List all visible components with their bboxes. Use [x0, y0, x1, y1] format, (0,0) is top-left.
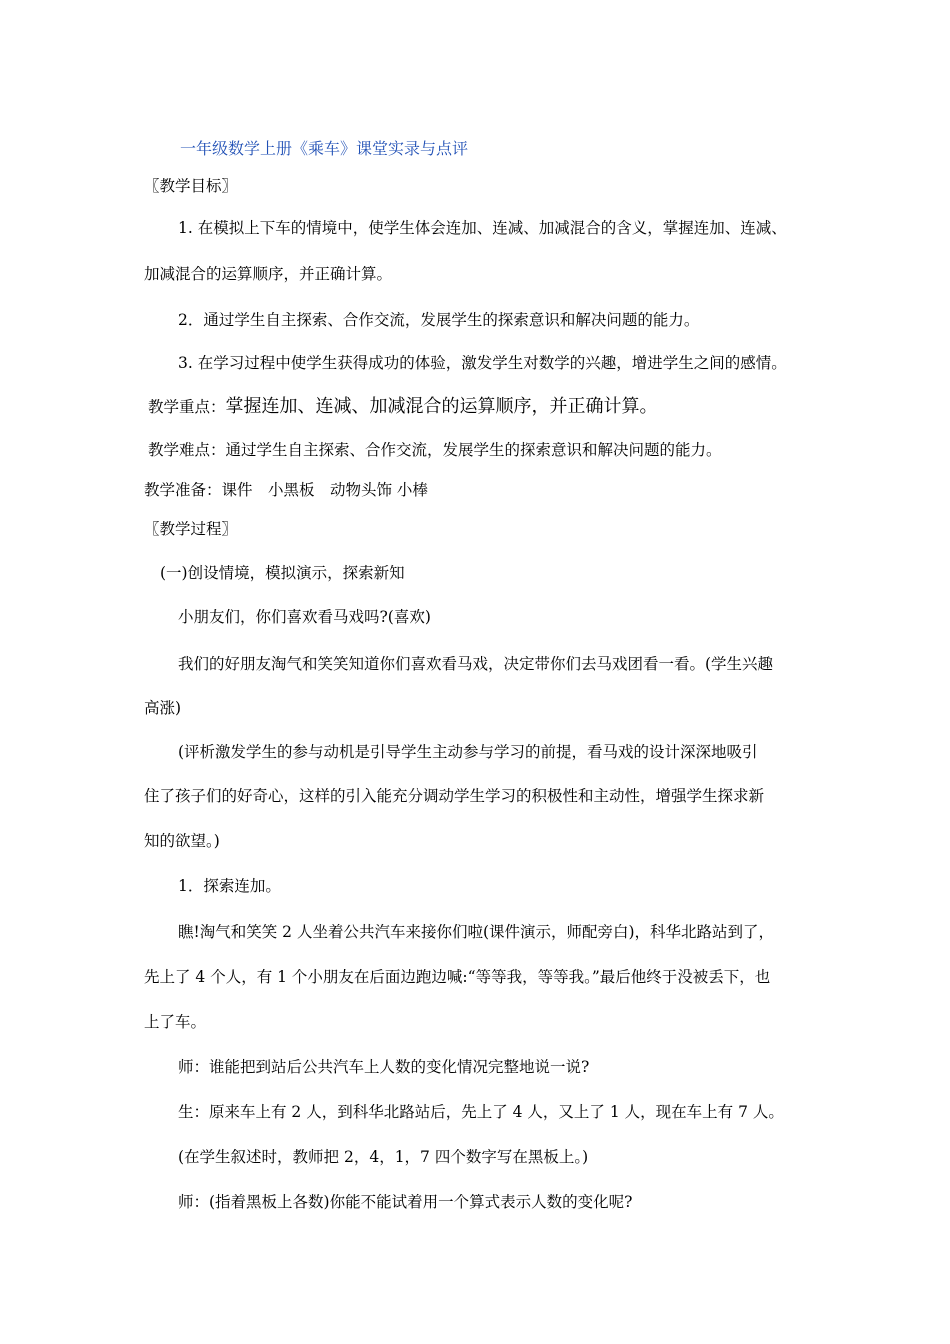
story-line-3: 上了车。 — [144, 1013, 207, 1031]
para-1: 小朋友们，你们喜欢看马戏吗?(喜欢) — [178, 608, 431, 626]
document-title: 一年级数学上册《乘车》课堂实录与点评 — [180, 139, 469, 158]
key-point — [148, 397, 658, 417]
step-1: 1．探索连加。 — [178, 877, 281, 895]
story-line-1: 瞧!淘气和笑笑 2 人坐着公共汽车来接你们啦(课件演示，师配旁白)，科华北路站到了， — [178, 923, 775, 941]
para-2-line-1: 我们的好朋友淘气和笑笑知道你们喜欢看马戏，决定带你们去马戏团看一看。(学生兴趣 — [178, 655, 774, 673]
goal-2: 2．通过学生自主探索、合作交流，发展学生的探索意识和解决问题的能力。 — [178, 311, 700, 329]
story-line-2: 先上了 4 个人，有 1 个小朋友在后面边跑边喊:“等等我，等等我。”最后他终于没被丢下，也 — [144, 968, 771, 986]
key-point-label: 教学重点： — [148, 398, 226, 416]
goals-heading: 〖教学目标〗 — [144, 177, 238, 195]
para-2-line-2: 高涨) — [144, 699, 182, 717]
comment-line-2: 住了孩子们的好奇心，这样的引入能充分调动学生学习的积极性和主动性，增强学生探求新 — [144, 787, 765, 805]
teacher-question-1: 师：谁能把到站后公共汽车上人数的变化情况完整地说一说? — [178, 1058, 590, 1076]
student-answer-1: 生：原来车上有 2 人，到科华北路站后，先上了 4 人，又上了 1 人，现在车上有 7 人。 — [178, 1103, 784, 1121]
note-1: (在学生叙述时，教师把 2，4，1，7 四个数字写在黑板上。) — [178, 1148, 589, 1166]
comment-line-1: (评析激发学生的参与动机是引导学生主动参与学习的前提，看马戏的设计深深地吸引 — [178, 743, 758, 761]
process-heading: 〖教学过程〗 — [144, 520, 238, 538]
key-point-text: 掌握连加、连减、加减混合的运算顺序，并正确计算。 — [225, 396, 658, 417]
difficulty: 教学难点：通过学生自主探索、合作交流，发展学生的探索意识和解决问题的能力。 — [148, 441, 722, 459]
section-1-heading: (一)创设情境，模拟演示，探索新知 — [160, 564, 405, 582]
goal-3: 3. 在学习过程中使学生获得成功的体验，激发学生对数学的兴趣，增进学生之间的感情。 — [178, 354, 787, 372]
preparation: 教学准备：课件 小黑板 动物头饰 小棒 — [144, 481, 428, 499]
goal-1-line-1: 1. 在模拟上下车的情境中，使学生体会连加、连减、加减混合的含义，掌握连加、连减、 — [178, 219, 787, 237]
comment-line-3: 知的欲望。) — [144, 832, 220, 850]
teacher-question-2: 师：(指着黑板上各数)你能不能试着用一个算式表示人数的变化呢? — [178, 1193, 633, 1211]
goal-1-line-2: 加减混合的运算顺序，并正确计算。 — [144, 265, 393, 283]
